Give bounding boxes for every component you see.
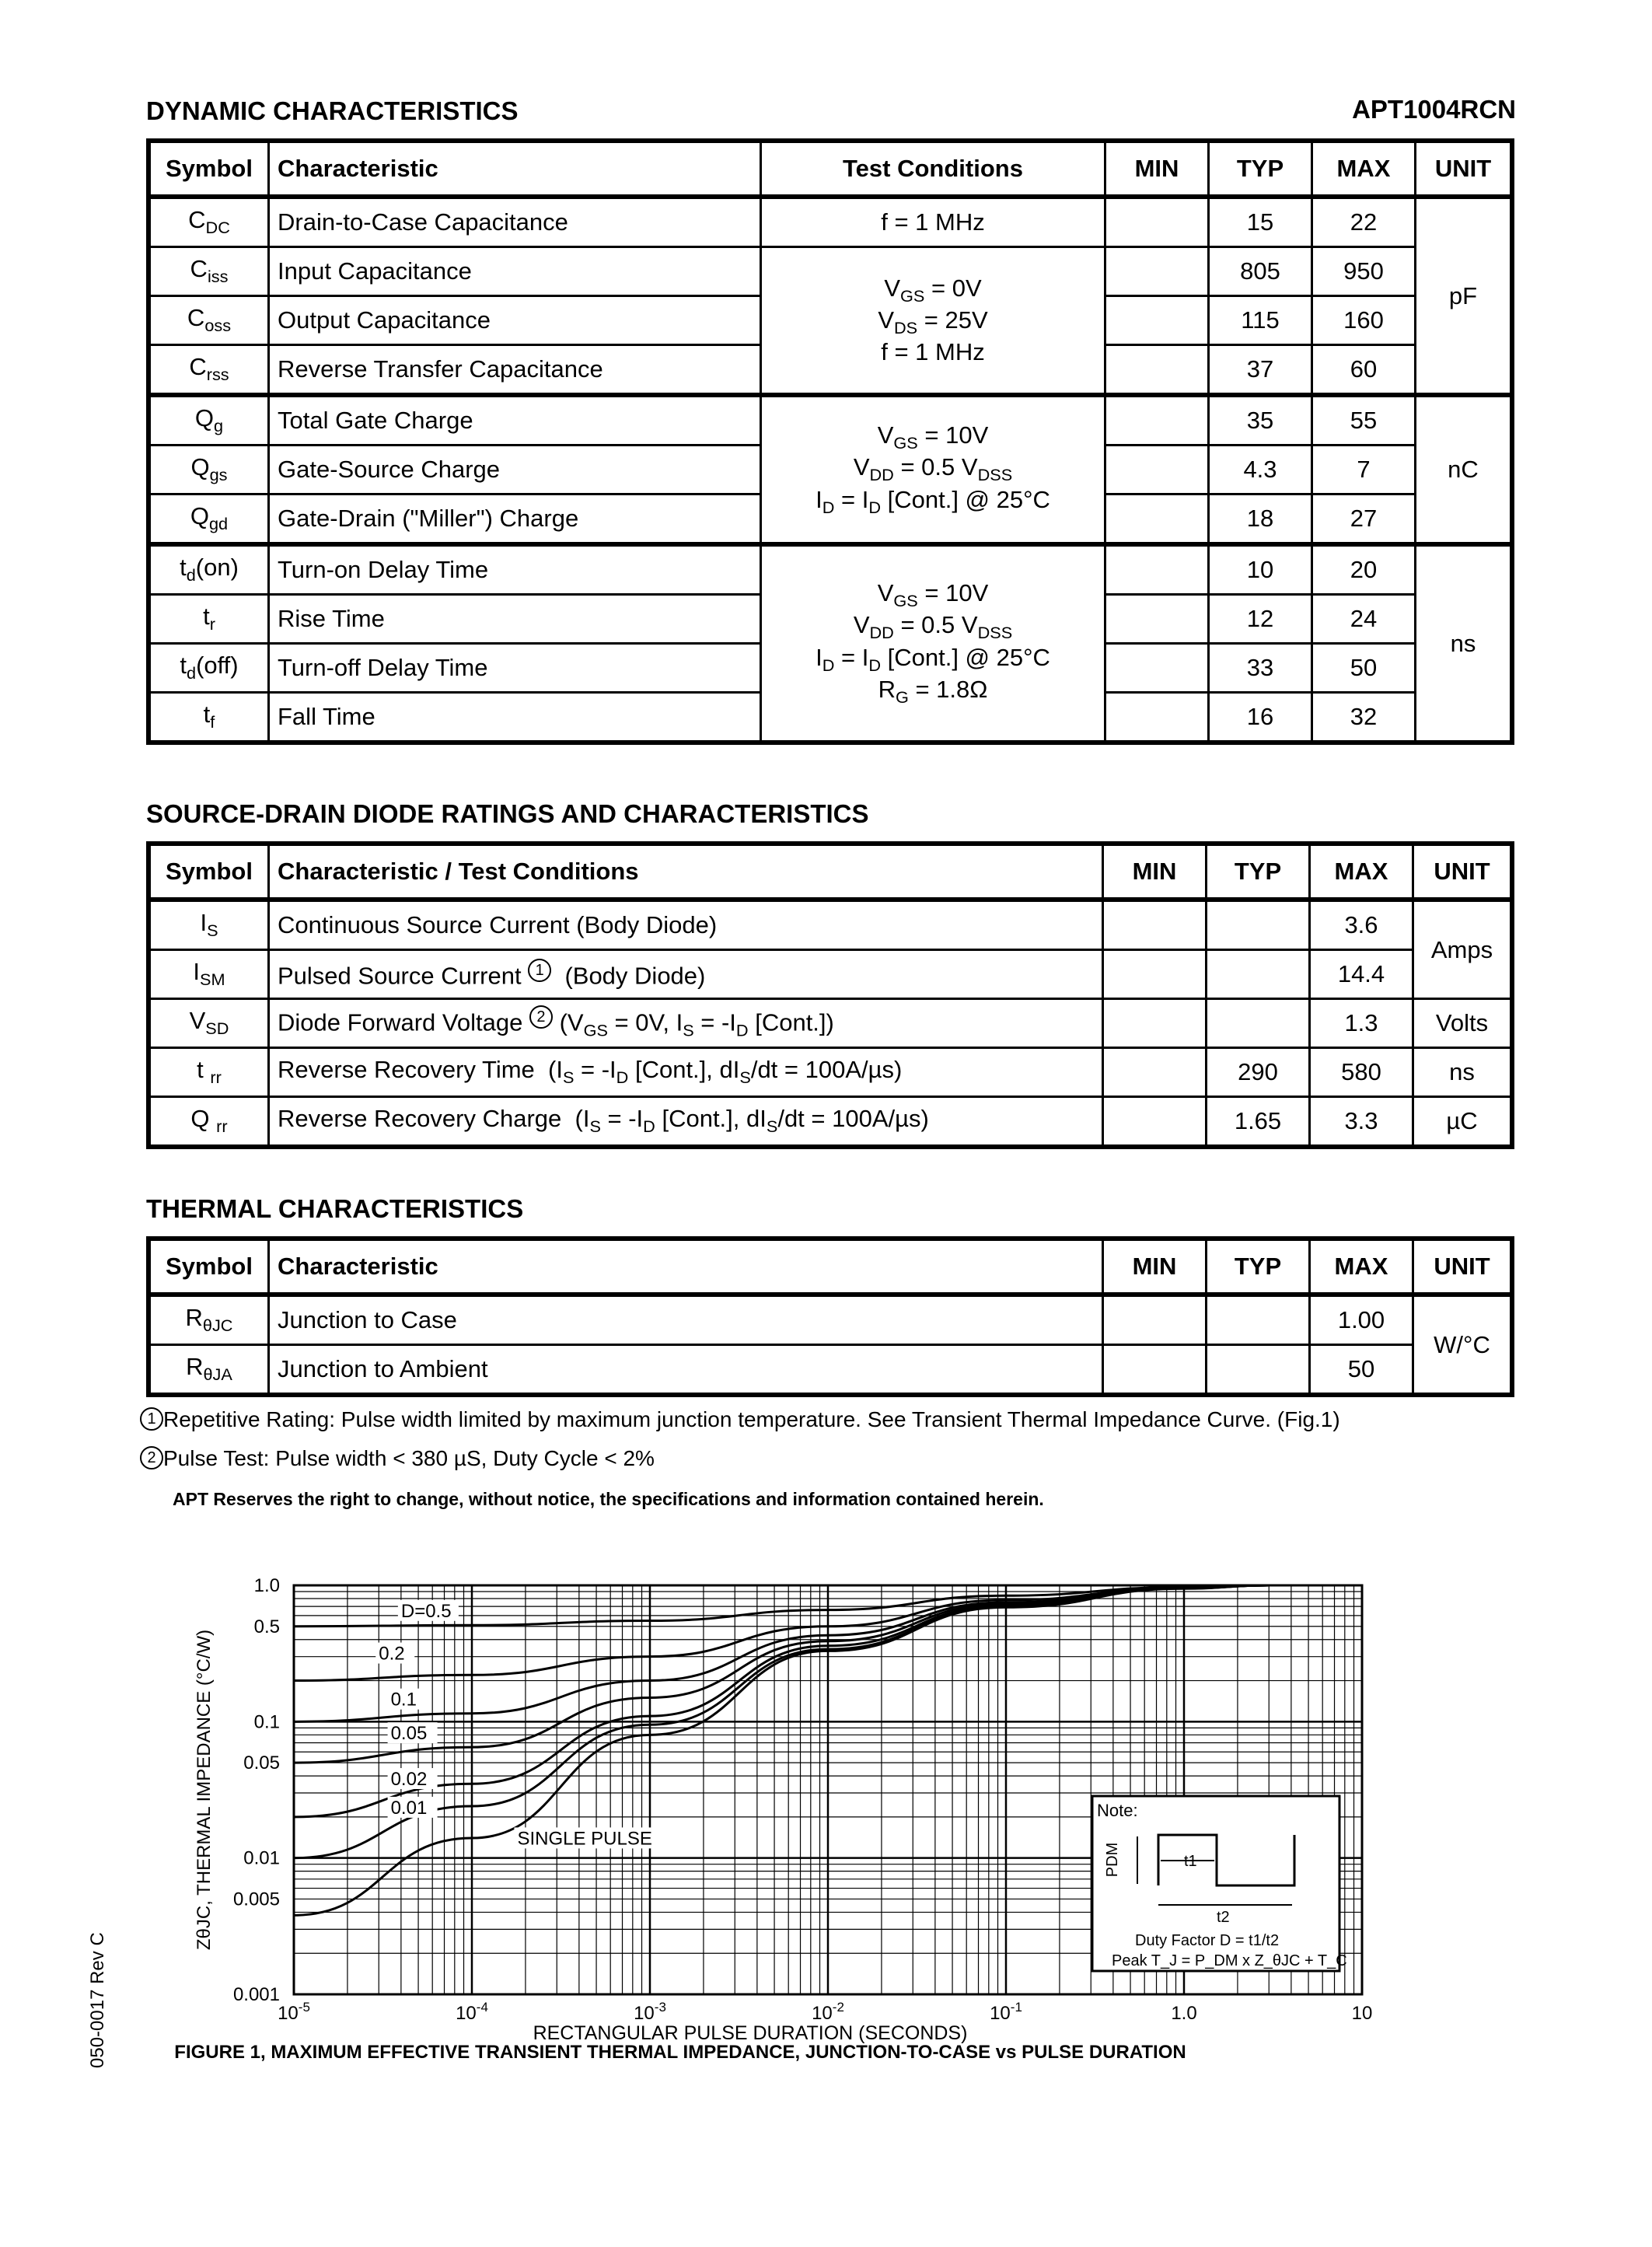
note-2-marker: 2 xyxy=(140,1446,163,1469)
symbol: Q xyxy=(194,404,215,432)
footnote-1 xyxy=(140,1407,1340,1432)
chart-title: FIGURE 1, MAXIMUM EFFECTIVE TRANSIENT THERMAL IMPEDANCE, JUNCTION-TO-CASE vs PULSE DURATION xyxy=(174,2042,1186,2063)
symbol-sub: θJC xyxy=(202,1316,233,1336)
symbol-sub: SD xyxy=(205,1019,229,1039)
characteristic: Drain-to-Case Capacitance xyxy=(269,197,761,247)
unit: Volts xyxy=(1413,999,1513,1048)
peak-temp-text: Peak T_J = P_DM x Z_θJC + T_C xyxy=(1112,1952,1347,1969)
footnote-1-text: Repetitive Rating: Pulse width limited by maximum junction temperature. See Transient Thermal Impedance Curve. (Fig.1) xyxy=(163,1407,1340,1431)
symbol: R xyxy=(186,1353,204,1381)
symbol-sub: r xyxy=(209,614,215,634)
table-row xyxy=(148,1097,1512,1148)
unit: W/°C xyxy=(1413,1295,1513,1395)
col-min: MIN xyxy=(1105,141,1209,197)
symbol: I xyxy=(200,909,208,937)
series-label: 0.1 xyxy=(390,1689,417,1711)
y-tick-label: 0.5 xyxy=(253,1616,280,1637)
part-number: APT1004RCN xyxy=(1352,95,1516,124)
typ-value: 1.65 xyxy=(1207,1097,1310,1148)
characteristic: Fall Time xyxy=(269,693,761,743)
symbol: t xyxy=(180,554,187,582)
test-condition-charge: $V_{GS} = 10V$ $V_{DD} = 0.5$ $V_{DSS}$ $I_D = I_D$ [Cont.] @ 25°C xyxy=(761,395,1105,544)
characteristic: Input Capacitance xyxy=(269,247,761,296)
typ-value: 805 xyxy=(1209,247,1312,296)
symbol: t xyxy=(180,652,187,680)
series-label: 0.01 xyxy=(390,1797,428,1819)
series-label: 0.05 xyxy=(390,1723,428,1745)
col-characteristic: Characteristic / Test Conditions xyxy=(269,844,1103,900)
test-condition: f = 1 MHz xyxy=(761,197,1105,247)
symbol: Q xyxy=(190,1105,210,1133)
symbol: t xyxy=(203,701,211,729)
typ-value: 35 xyxy=(1209,395,1312,446)
test-condition-cap: $V_{GS} = 0V$ $V_{DS} = 25V$ f = 1 MHz xyxy=(761,247,1105,396)
symbol-sub: θJA xyxy=(203,1365,232,1385)
series-label: 0.2 xyxy=(379,1643,405,1665)
characteristic: Diode Forward Voltage 2 ($V_{GS} = 0V$, $I_S = -I_D$ [Cont.]) xyxy=(269,999,1103,1048)
table-row xyxy=(148,1048,1512,1097)
typ-value: 18 xyxy=(1209,494,1312,545)
y-tick-label: 0.005 xyxy=(232,1889,280,1910)
symbol-sub: d xyxy=(187,663,197,683)
typ-value: 33 xyxy=(1209,644,1312,693)
thermal-title: THERMAL CHARACTERISTICS xyxy=(146,1194,524,1223)
max-value: 3.3 xyxy=(1310,1097,1413,1148)
footnote-2-text: Pulse Test: Pulse width < 380 µS, Duty Cycle < 2% xyxy=(163,1446,655,1470)
characteristic: Reverse Transfer Capacitance xyxy=(269,345,761,396)
col-max: MAX xyxy=(1310,1239,1413,1295)
typ-value: 37 xyxy=(1209,345,1312,396)
typ-value: 16 xyxy=(1209,693,1312,743)
symbol-sub: f xyxy=(210,712,215,732)
col-symbol: Symbol xyxy=(148,1239,269,1295)
unit: pF xyxy=(1416,197,1513,395)
symbol: Q xyxy=(190,502,209,530)
characteristic: Turn-on Delay Time xyxy=(269,544,761,595)
symbol-sub: DC xyxy=(205,218,230,238)
characteristic: Turn-off Delay Time xyxy=(269,644,761,693)
symbol-sub: rss xyxy=(206,365,229,385)
characteristic: Total Gate Charge xyxy=(269,395,761,446)
symbol-post: (on) xyxy=(195,554,239,582)
col-unit: UNIT xyxy=(1416,141,1513,197)
x-tick-label: 10 xyxy=(1351,2003,1373,2024)
symbol-sub: gd xyxy=(209,514,229,534)
symbol: t xyxy=(203,603,210,631)
y-tick-label: 0.001 xyxy=(232,1984,280,2005)
table-row xyxy=(148,395,1512,446)
y-tick-label: 0.01 xyxy=(243,1847,280,1869)
symbol: I xyxy=(193,958,201,986)
x-tick-label: $10^{-1}$ xyxy=(990,2000,1022,2024)
typ-value: 10 xyxy=(1209,544,1312,595)
unit: nC xyxy=(1416,395,1513,544)
y-tick-label: 0.05 xyxy=(243,1753,280,1774)
symbol: C xyxy=(187,304,205,332)
t2-label: t2 xyxy=(1217,1909,1230,1926)
symbol-sub: rr xyxy=(216,1117,228,1137)
max-value: 950 xyxy=(1312,247,1416,296)
typ-value: 15 xyxy=(1209,197,1312,247)
characteristic: Pulsed Source Current 1 (Body Diode) xyxy=(269,950,1103,999)
characteristic: Continuous Source Current (Body Diode) xyxy=(269,900,1103,950)
symbol-post: (off) xyxy=(196,652,239,680)
x-tick-label: 1.0 xyxy=(1171,2003,1197,2024)
characteristic: Gate-Source Charge xyxy=(269,446,761,494)
symbol-sub: g xyxy=(214,416,224,436)
col-min: MIN xyxy=(1103,1239,1207,1295)
symbol: V xyxy=(189,1007,206,1035)
typ-value: 4.3 xyxy=(1209,446,1312,494)
x-tick-label: $10^{-5}$ xyxy=(278,2000,310,2024)
y-axis-title: ZθJC, THERMAL IMPEDANCE (°C/W) xyxy=(194,1629,215,1951)
max-value: 50 xyxy=(1310,1345,1413,1396)
characteristic: Reverse Recovery Charge ($I_S = -I_D$ [Cont.], $dI_S/dt = 100A/\mu s$) xyxy=(269,1097,1103,1148)
series-label: 0.02 xyxy=(390,1769,428,1791)
max-value: 7 xyxy=(1312,446,1416,494)
unit: ns xyxy=(1413,1048,1513,1097)
symbol: C xyxy=(189,353,207,381)
col-typ: TYP xyxy=(1209,141,1312,197)
col-symbol: Symbol xyxy=(148,844,269,900)
doc-code: 050-0017 Rev C xyxy=(87,1932,108,2068)
symbol: Q xyxy=(190,453,210,481)
max-value: 580 xyxy=(1310,1048,1413,1097)
symbol: R xyxy=(185,1304,203,1332)
table-row xyxy=(148,544,1512,595)
col-typ: TYP xyxy=(1207,844,1310,900)
characteristic: Gate-Drain ("Miller") Charge xyxy=(269,494,761,545)
series-line xyxy=(294,1585,1269,1681)
y-tick-label: 0.1 xyxy=(253,1711,280,1733)
col-characteristic: Characteristic xyxy=(269,141,761,197)
table-row xyxy=(148,1295,1512,1345)
typ-value: 115 xyxy=(1209,296,1312,345)
t1-label: t1 xyxy=(1184,1853,1197,1870)
dynamic-title: DYNAMIC CHARACTERISTICS xyxy=(146,96,519,125)
thermal-impedance-chart xyxy=(0,1547,1652,2247)
note-2-marker: 2 xyxy=(529,1005,553,1029)
x-tick-label: $10^{-2}$ xyxy=(812,2000,844,2024)
thermal-table xyxy=(146,1236,1514,1397)
characteristic: Junction to Case xyxy=(269,1295,1103,1345)
max-value: 55 xyxy=(1312,395,1416,446)
max-value: 14.4 xyxy=(1310,950,1413,999)
symbol: C xyxy=(190,255,208,283)
max-value: 160 xyxy=(1312,296,1416,345)
table-row xyxy=(148,900,1512,950)
col-unit: UNIT xyxy=(1413,1239,1513,1295)
max-value: 22 xyxy=(1312,197,1416,247)
diode-title: SOURCE-DRAIN DIODE RATINGS AND CHARACTERISTICS xyxy=(146,799,869,828)
note-title: Note: xyxy=(1097,1801,1138,1820)
unit: Amps xyxy=(1413,900,1513,999)
footnote-2 xyxy=(140,1446,655,1471)
characteristic: Rise Time xyxy=(269,595,761,644)
col-symbol: Symbol xyxy=(148,141,269,197)
x-tick-label: $10^{-4}$ xyxy=(456,2000,488,2024)
reserve-note: APT Reserves the right to change, without notice, the specifications and information contained herein. xyxy=(173,1489,1044,1509)
table-row xyxy=(148,1345,1512,1396)
col-unit: UNIT xyxy=(1413,844,1513,900)
col-typ: TYP xyxy=(1207,1239,1310,1295)
typ-value: 12 xyxy=(1209,595,1312,644)
table-row xyxy=(148,197,1512,247)
note-1-marker: 1 xyxy=(140,1407,163,1431)
duty-factor-text: Duty Factor D = t1/t2 xyxy=(1135,1932,1280,1949)
symbol-sub: d xyxy=(186,565,196,585)
characteristic: Junction to Ambient xyxy=(269,1345,1103,1396)
symbol-sub: S xyxy=(207,921,218,941)
max-value: 60 xyxy=(1312,345,1416,396)
y-tick-label: 1.0 xyxy=(253,1575,280,1596)
col-test: Test Conditions xyxy=(761,141,1105,197)
max-value: 24 xyxy=(1312,595,1416,644)
max-value: 27 xyxy=(1312,494,1416,545)
unit: ns xyxy=(1416,544,1513,743)
symbol-sub: oss xyxy=(204,316,232,336)
x-tick-label: $10^{-3}$ xyxy=(634,2000,666,2024)
series-label: SINGLE PULSE xyxy=(517,1828,652,1850)
max-value: 20 xyxy=(1312,544,1416,595)
col-min: MIN xyxy=(1103,844,1207,900)
max-value: 1.3 xyxy=(1310,999,1413,1048)
symbol-sub: rr xyxy=(210,1068,222,1088)
pdm-label: PDM xyxy=(1104,1842,1121,1878)
col-characteristic: Characteristic xyxy=(269,1239,1103,1295)
characteristic: Output Capacitance xyxy=(269,296,761,345)
dynamic-table xyxy=(146,138,1514,745)
col-max: MAX xyxy=(1310,844,1413,900)
characteristic: Reverse Recovery Time ($I_S = -I_D$ [Cont.], $dI_S/dt = 100A/\mu s$) xyxy=(269,1048,1103,1097)
typ-value: 290 xyxy=(1207,1048,1310,1097)
max-value: 3.6 xyxy=(1310,900,1413,950)
diode-table xyxy=(146,841,1514,1149)
col-max: MAX xyxy=(1312,141,1416,197)
series-label: D=0.5 xyxy=(400,1600,452,1622)
symbol: t xyxy=(197,1056,204,1084)
unit: µC xyxy=(1413,1097,1513,1148)
table-row xyxy=(148,950,1512,999)
symbol: C xyxy=(188,206,206,234)
table-row xyxy=(148,247,1512,296)
note-1-marker: 1 xyxy=(528,959,551,982)
test-condition-switching: $V_{GS} = 10V$ $V_{DD} = 0.5$ $V_{DSS}$ $I_D = I_D$ [Cont.] @ 25°C $R_G = 1.8\Omega$ xyxy=(761,544,1105,743)
max-value: 32 xyxy=(1312,693,1416,743)
symbol-sub: gs xyxy=(209,465,228,485)
x-axis-title: RECTANGULAR PULSE DURATION (SECONDS) xyxy=(533,2022,968,2044)
max-value: 1.00 xyxy=(1310,1295,1413,1345)
symbol-sub: SM xyxy=(200,970,225,990)
max-value: 50 xyxy=(1312,644,1416,693)
table-row xyxy=(148,999,1512,1048)
symbol-sub: iss xyxy=(207,267,229,287)
